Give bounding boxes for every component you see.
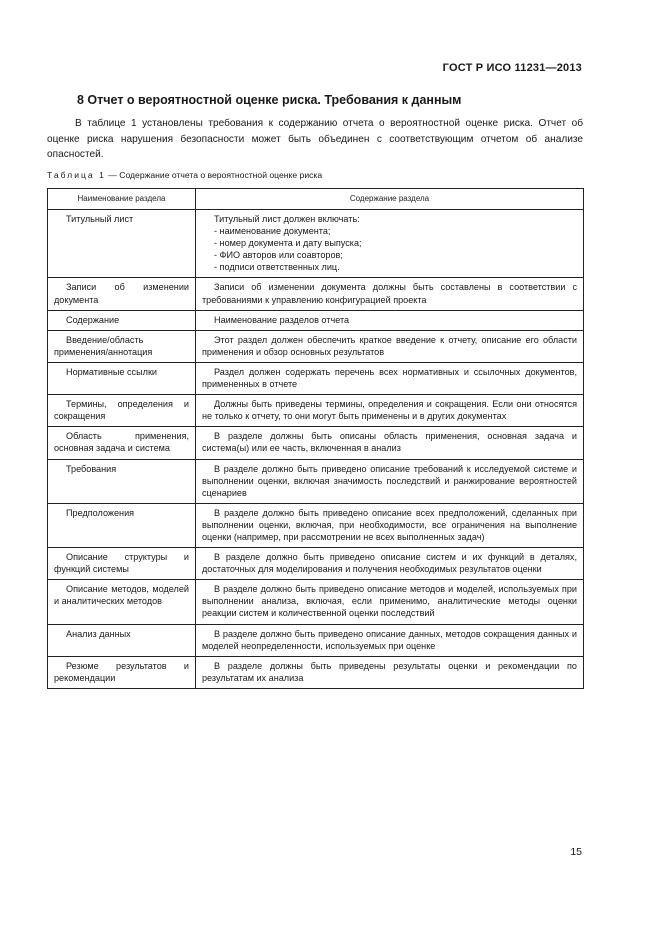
table-row bbox=[48, 395, 584, 427]
table-row bbox=[48, 362, 584, 394]
table-row bbox=[48, 459, 584, 503]
title-page-line: - ФИО авторов или соавторов; bbox=[214, 250, 343, 261]
table-row bbox=[48, 330, 584, 362]
row-name: Предположения bbox=[48, 503, 196, 547]
row-desc bbox=[196, 210, 584, 278]
table-row bbox=[48, 548, 584, 580]
report-content-table bbox=[47, 188, 584, 689]
row-name: Резюме результатов и рекомендации bbox=[48, 656, 196, 688]
table-row bbox=[48, 624, 584, 656]
title-page-line: Титульный лист должен включать: bbox=[214, 214, 360, 224]
row-name: Описание структуры и функций системы bbox=[48, 548, 196, 580]
row-name: Описание методов, моделей и аналитических методов bbox=[48, 580, 196, 624]
table-row bbox=[48, 210, 584, 278]
table-row bbox=[48, 310, 584, 330]
title-page-line: - подписи ответственных лиц. bbox=[214, 262, 340, 273]
row-name: Область применения, основная задача и система bbox=[48, 427, 196, 459]
row-desc: Этот раздел должен обеспечить краткое введение к отчету, описание его области применения и обзор основных результатов bbox=[196, 330, 584, 362]
row-name: Введение/область применения/аннотация bbox=[48, 330, 196, 362]
table-row bbox=[48, 580, 584, 624]
row-name: Требования bbox=[48, 459, 196, 503]
table-row bbox=[48, 656, 584, 688]
intro-paragraph: В таблице 1 установлены требования к содержанию отчета о вероятностной оценке риска. Отчет об оценке риска нарушения безопасности может быть объединен с соответствующим отчетом об анализе опасностей. bbox=[47, 118, 583, 160]
row-desc: В разделе должно быть приведено описание всех предположений, сделанных при выполнении оценки, включая, при необходимости, все ограничения на выполнение оценки (например, при рассмотрении не всех выполненных задач) bbox=[196, 503, 584, 547]
table-caption bbox=[47, 170, 322, 180]
row-name: Записи об изменении документа bbox=[48, 278, 196, 310]
row-desc: Должны быть приведены термины, определения и сокращения. Если они относятся не только к отчету, то они могут быть применены и в других документах bbox=[196, 395, 584, 427]
row-name: Титульный лист bbox=[48, 210, 196, 278]
title-page-line: - номер документа и дату выпуска; bbox=[214, 238, 362, 249]
header-section-content: Содержание раздела bbox=[196, 189, 584, 210]
section-title: 8 Отчет о вероятностной оценке риска. Требования к данным bbox=[77, 93, 462, 107]
table-caption-prefix: Таблица 1 bbox=[47, 170, 106, 180]
row-desc: Записи об изменении документа должны быть составлены в соответствии с требованиями к управлению конфигурацией проекта bbox=[196, 278, 584, 310]
row-desc: В разделе должны быть приведены результаты оценки и рекомендации по результатам их анализа bbox=[196, 656, 584, 688]
document-code: ГОСТ Р ИСО 11231—2013 bbox=[442, 62, 582, 74]
page-number: 15 bbox=[570, 846, 582, 858]
row-name: Содержание bbox=[48, 310, 196, 330]
table-caption-text: — Содержание отчета о вероятностной оценке риска bbox=[105, 170, 323, 180]
row-desc: В разделе должны быть описаны область применения, основная задача и система(ы) или ее часть, включенная в анализ bbox=[196, 427, 584, 459]
row-desc: В разделе должно быть приведено описание методов и моделей, используемых при выполнении анализа, включая, если применимо, аналитические методы оценки реакции систем и количественной оценки последствий bbox=[196, 580, 584, 624]
table-row bbox=[48, 427, 584, 459]
row-desc: В разделе должно быть приведено описание данных, методов сокращения данных и моделей неопределенности, используемых при оценке bbox=[196, 624, 584, 656]
row-desc: Раздел должен содержать перечень всех нормативных и ссылочных документов, примененных в отчете bbox=[196, 362, 584, 394]
title-page-line: - наименование документа; bbox=[214, 226, 331, 237]
table-row bbox=[48, 503, 584, 547]
table-header-row bbox=[48, 189, 584, 210]
row-name: Анализ данных bbox=[48, 624, 196, 656]
row-desc: В разделе должно быть приведено описание требований к исследуемой системе и выполнении оценки, включая значимость последствий и ранжирование вероятностей сценариев bbox=[196, 459, 584, 503]
row-name: Нормативные ссылки bbox=[48, 362, 196, 394]
row-desc: Наименование разделов отчета bbox=[196, 310, 584, 330]
row-desc: В разделе должно быть приведено описание систем и их функций в деталях, достаточных для моделирования и получения необходимых результатов оценки bbox=[196, 548, 584, 580]
header-section-name: Наименование раздела bbox=[48, 189, 196, 210]
table-row bbox=[48, 278, 584, 310]
row-name: Термины, определения и сокращения bbox=[48, 395, 196, 427]
